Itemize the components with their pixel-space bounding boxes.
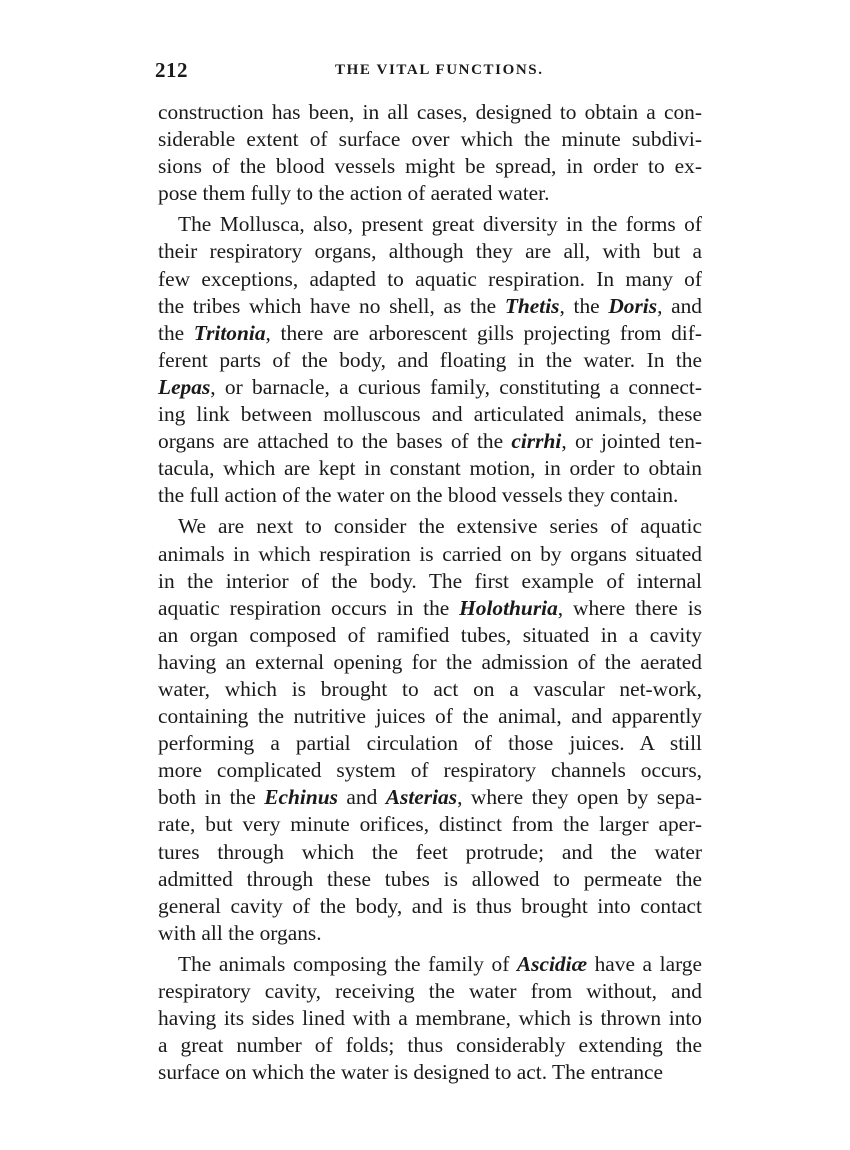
text-run: the full action of the water on the blood vessels they contain. [158,483,679,508]
text-line [158,951,702,978]
text-line [158,99,702,126]
text-run: have a large [587,951,702,976]
text-run: admitted through these tubes is allowed to permeate the [158,866,702,891]
text-run: more complicated system of respiratory channels occurs, [158,758,702,783]
text-line [158,622,702,649]
italic-term: Lepas [158,374,211,399]
text-run: with all the organs. [158,920,322,945]
italic-term: Thetis [504,293,560,318]
text-run: , or barnacle, a curious family, constituting a connect- [210,374,702,399]
italic-term: Echinus [264,785,338,810]
text-line [158,153,702,180]
text-line [158,1005,702,1032]
text-run: their respiratory organs, although they are all, with but a [158,239,702,264]
text-run: the tribes which have no shell, as the [158,293,505,318]
text-line [158,1059,702,1086]
text-line [158,920,702,947]
text-run: having an external opening for the admission of the aerated [158,649,702,674]
text-run: the [158,320,194,345]
italic-term: Holothuria [459,595,558,620]
text-line [158,211,702,238]
text-run: in the interior of the body. The first example of internal [158,568,702,593]
text-line [158,428,702,455]
text-run: respiratory cavity, receiving the water from without, and [158,979,702,1003]
text-line [158,568,702,595]
text-run: tacula, which are kept in constant motion, in order to obtain [158,456,702,481]
body-text [158,99,702,1086]
text-run: organs are attached to the bases of the [158,429,512,454]
text-run: having its sides lined with a membrane, which is thrown into [158,1006,702,1031]
text-line [158,866,702,893]
italic-term: cirrhi [511,429,562,454]
text-run: water, which is brought to act on a vascular net-work, [158,676,702,701]
text-line [158,293,702,320]
text-line [158,482,702,509]
text-line [158,730,702,757]
text-run: an organ composed of ramified tubes, situated in a cavity [158,622,702,647]
text-run: general cavity of the body, and is thus brought into contact [158,893,702,918]
text-line [158,649,702,676]
text-line [158,180,702,207]
text-run: both in the [158,785,265,810]
text-run: , there are arborescent gills projecting from dif- [265,320,702,345]
text-line [158,347,702,374]
text-run: , or jointed ten- [561,429,703,454]
text-line [158,893,702,920]
italic-term: Doris [608,293,658,318]
text-run: ing link between molluscous and articulated animals, these [158,402,702,427]
text-line [158,374,702,401]
text-run: sions of the blood vessels might be spread, in order to ex- [158,154,702,179]
text-run: , where there is [557,595,702,620]
text-run: tures through which the feet protrude; and the water [158,839,702,864]
text-line [158,266,702,293]
italic-term: Asterias [385,785,458,810]
text-line [158,541,702,568]
text-run: , where they open by sepa- [457,785,702,810]
text-line [158,839,702,866]
text-run: few exceptions, adapted to aquatic respiration. In many of [158,266,702,291]
text-line [158,811,702,838]
text-run: surface on which the water is designed to act. The entrance [158,1060,664,1085]
text-run: containing the nutritive juices of the animal, and apparently [158,704,702,729]
text-run: The animals composing the family of [178,951,517,976]
page-number: 212 [155,58,188,82]
text-line [158,126,702,153]
text-line [158,703,702,730]
text-line [158,978,702,1005]
text-line [158,676,702,703]
italic-term: Tritonia [193,320,266,345]
text-line [158,1032,702,1059]
text-line [158,784,702,811]
text-run: and [337,785,386,810]
text-run: , the [559,293,609,318]
text-run: construction has been, in all cases, designed to obtain a con- [158,100,702,124]
text-line [158,455,702,482]
text-run: siderable extent of surface over which the minute subdivi- [158,127,702,152]
text-run: ferent parts of the body, and floating in the water. In the [158,347,702,372]
running-title: THE VITAL FUNCTIONS. [335,62,544,78]
text-run: a great number of folds; thus considerably extending the [158,1033,702,1058]
text-run: We are next to consider the extensive series of aquatic [178,514,702,539]
text-run: performing a partial circulation of those juices. A still [158,731,702,756]
italic-term: Ascidiæ [516,951,588,976]
text-line [158,320,702,347]
text-line [158,757,702,784]
text-line [158,595,702,622]
text-run: pose them fully to the action of aerated water. [158,181,550,206]
text-line [158,513,702,540]
text-run: , and [657,293,702,318]
text-line [158,238,702,265]
text-run: animals in which respiration is carried on by organs situated [158,541,702,566]
running-head [155,58,700,84]
text-run: aquatic respiration occurs in the [158,595,460,620]
text-run: rate, but very minute orifices, distinct from the larger aper- [158,812,702,837]
text-run: The Mollusca, also, present great diversity in the forms of [178,212,702,237]
text-line [158,401,702,428]
